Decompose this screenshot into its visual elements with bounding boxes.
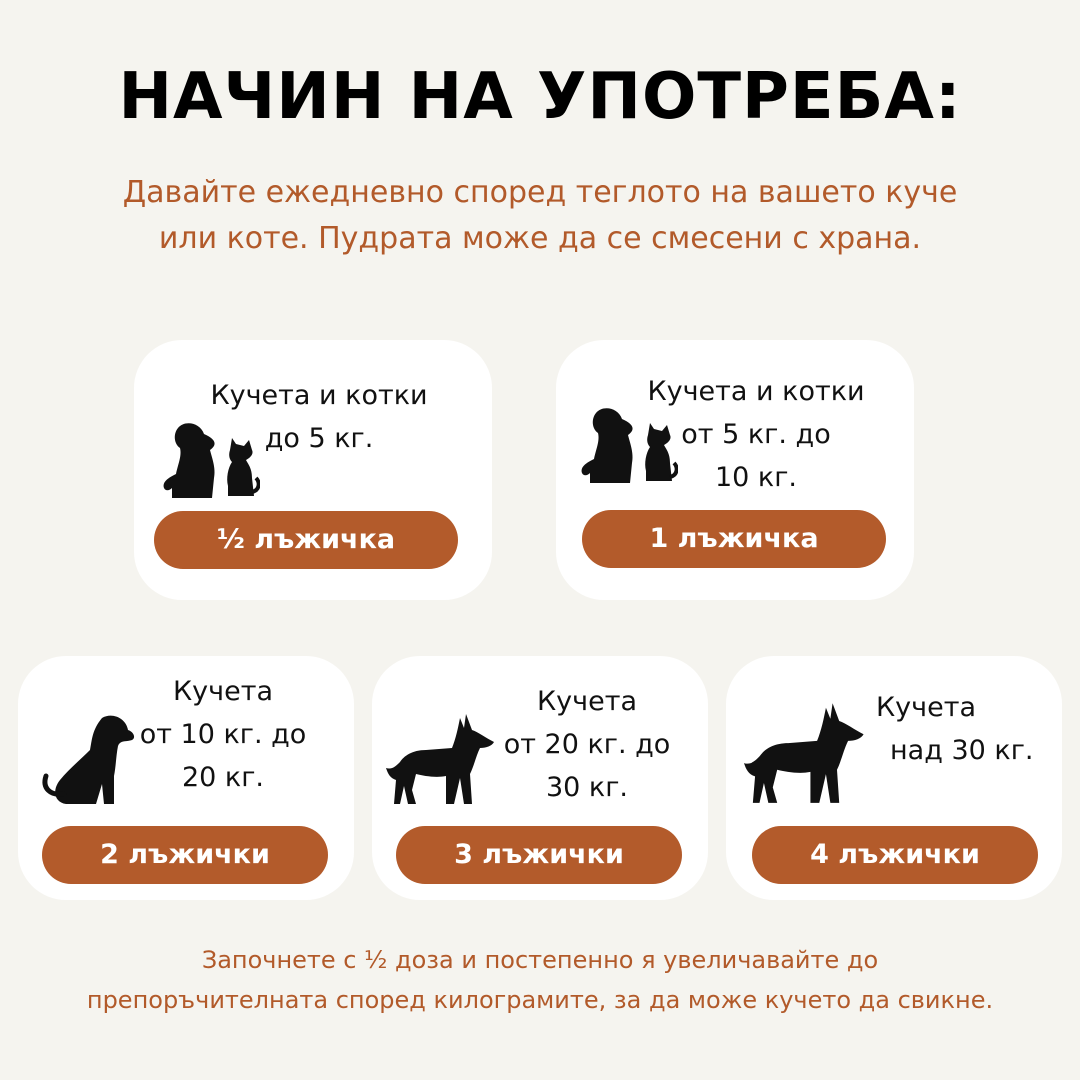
- subtitle-line: или коте. Пудрата може да се смесени с храна.: [158, 221, 922, 256]
- dosage-card-5-to-10kg: [556, 340, 914, 600]
- footer-note: [20, 940, 1060, 1020]
- card-weight-label: [194, 374, 444, 460]
- card-line: Кучета: [173, 676, 273, 707]
- dose-pill: 3 лъжички: [396, 826, 682, 884]
- footer-line: препоръчителната според килограмите, за да може кучето да свикне.: [86, 986, 994, 1014]
- dose-pill: 1 лъжичка: [582, 510, 886, 568]
- dosage-card-over-30kg: [726, 656, 1062, 900]
- sitting-dog-icon: [40, 710, 136, 806]
- footer-line: Започнете с ½ доза и постепенно я увеличавайте до: [201, 946, 879, 974]
- dose-pill: ½ лъжичка: [154, 511, 458, 569]
- standing-dog-icon: [386, 710, 498, 806]
- card-weight-label: [636, 370, 876, 499]
- card-line: до 5 кг.: [264, 423, 374, 454]
- dosage-card-up-to-5kg: [134, 340, 492, 600]
- card-line: Кучета и котки: [647, 376, 865, 407]
- card-weight-label: [872, 686, 1062, 772]
- dose-pill: 4 лъжички: [752, 826, 1038, 884]
- card-line: от 5 кг. до: [681, 419, 831, 450]
- card-line: Кучета и котки: [210, 380, 428, 411]
- card-line: над 30 кг.: [890, 735, 1034, 766]
- page-title: НАЧИН НА УПОТРЕБА:: [118, 60, 962, 134]
- large-dog-icon: [744, 698, 868, 806]
- dosage-card-10-to-20kg: [18, 656, 354, 900]
- dose-pill: 2 лъжички: [42, 826, 328, 884]
- card-line: от 20 кг. до: [503, 729, 671, 760]
- subtitle-line: Давайте ежедневно според теглото на вашето куче: [122, 175, 958, 210]
- card-weight-label: [128, 670, 318, 799]
- card-line: от 10 кг. до: [139, 719, 307, 750]
- card-line: 30 кг.: [545, 772, 628, 803]
- card-line: 10 кг.: [714, 462, 797, 493]
- page-subtitle: [90, 170, 990, 262]
- card-line: 20 кг.: [181, 762, 264, 793]
- card-line: Кучета: [876, 692, 976, 723]
- dosage-card-20-to-30kg: [372, 656, 708, 900]
- card-line: Кучета: [537, 686, 637, 717]
- card-weight-label: [492, 680, 682, 809]
